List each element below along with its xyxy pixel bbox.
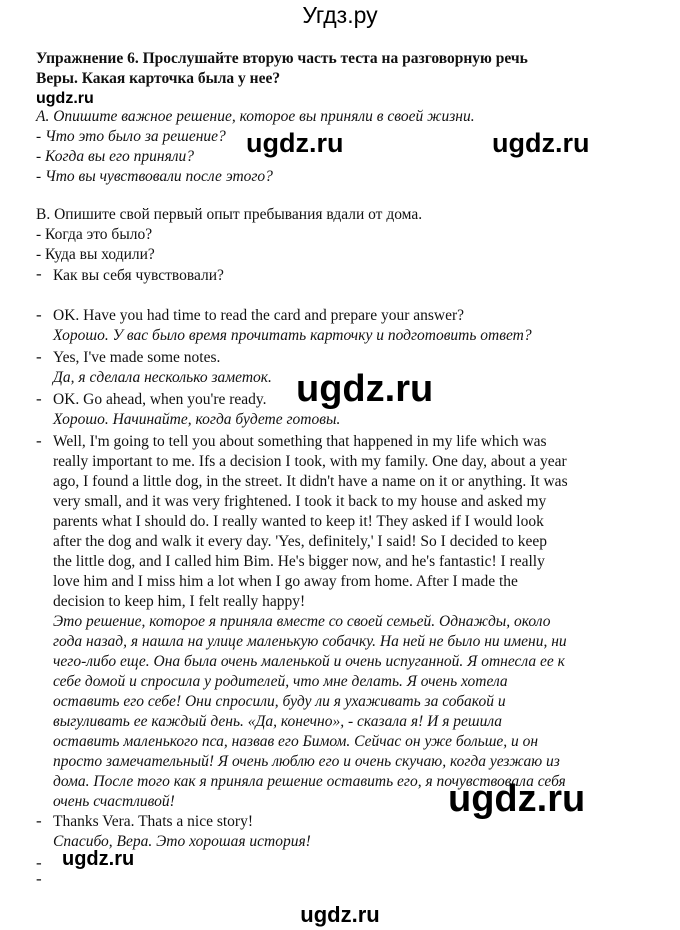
dialogue-ru-line: себе домой и спросила у родителей, что мне делать. Я очень хотела	[53, 673, 508, 690]
watermark-right: ugdz.ru	[492, 128, 590, 158]
dialogue-en-line: Well, I'm going to tell you about something that happened in my life which was	[53, 433, 547, 450]
dialogue-ru-line: Да, я сделала несколько заметок.	[53, 369, 272, 386]
dialogue-ru-line: оставить маленького пса, назвав его Бимом. Сейчас он уже больше, и он	[53, 733, 539, 750]
exercise-heading-line-2: Веры. Какая карточка была у нее?	[36, 70, 281, 87]
watermark-bottom: ugdz.ru	[300, 902, 380, 927]
dialogue-en-line: love him and I miss him a lot when I go away from home. After I made the	[53, 573, 518, 590]
card-a-item: - Когда вы его приняли?	[36, 148, 195, 165]
dialogue-ru-line: чего-либо еще. Она была очень маленькой и очень испуганной. Я отнесла ее к	[53, 653, 565, 670]
watermark-top-left: ugdz.ru	[36, 90, 94, 107]
watermark-center: ugdz.ru	[246, 128, 344, 158]
watermark-lower-left: ugdz.ru	[62, 848, 135, 870]
dialogue-ru-line: Это решение, которое я приняла вместе со своей семьей. Однажды, около	[53, 613, 551, 630]
exercise-heading-line-1: Упражнение 6. Прослушайте вторую часть теста на разговорную речь	[36, 50, 528, 67]
card-a-item: - Что это было за решение?	[36, 128, 226, 145]
card-b-title: В. Опишите свой первый опыт пребывания вдали от дома.	[36, 206, 423, 223]
dialogue-en-line: OK. Go ahead, when you're ready.	[53, 391, 267, 408]
trailing-dash: -	[36, 853, 42, 872]
card-b-item: - Куда вы ходили?	[36, 246, 155, 263]
dash-mark: -	[36, 305, 42, 324]
dialogue-en-line: after the dog and walk it every day. 'Yes, definitely,' I said! So I decided to keep	[53, 533, 547, 550]
card-b-item: - Когда это было?	[36, 226, 153, 243]
dialogue-en-line: OK. Have you had time to read the card and prepare your answer?	[53, 307, 465, 324]
dialogue-en-line: ago, I found a little dog, in the street. It didn't have a name on it or anything. It was	[53, 473, 568, 490]
dash-mark: -	[36, 811, 42, 830]
card-a-item: - Что вы чувствовали после этого?	[36, 168, 273, 185]
dialogue-en-line: decision to keep him, I felt really happy!	[53, 593, 306, 610]
trailing-dash: -	[36, 869, 42, 888]
card-a-title: А. Опишите важное решение, которое вы приняли в своей жизни.	[36, 108, 475, 125]
dialogue-ru-line: года назад, я нашла на улице маленькую собачку. На ней не было ни имени, ни	[53, 633, 567, 650]
site-title: Угдз.ру	[302, 2, 378, 28]
dialogue-ru-line: Спасибо, Вера. Это хорошая история!	[53, 833, 311, 850]
dash-mark: -	[36, 347, 42, 366]
dialogue-ru-line: очень счастливой!	[53, 793, 175, 810]
dialogue-ru-line: просто замечательный! Я очень люблю его и очень скучаю, когда уезжаю из	[53, 753, 560, 770]
dash-mark: -	[36, 389, 42, 408]
dialogue-en-line: Yes, I've made some notes.	[53, 349, 221, 366]
dialogue-en-line: very small, and it was very frightened. I took it back to my house and asked my	[53, 493, 547, 510]
dialogue-ru-line: оставить его себе! Они спросили, буду ли я ухаживать за собакой и	[53, 693, 506, 710]
dialogue-en-line: Thanks Vera. Thats a nice story!	[53, 813, 254, 830]
card-b-last-item: Как вы себя чувствовали?	[53, 267, 224, 284]
watermark-middle: ugdz.ru	[296, 368, 434, 410]
dialogue-ru-line: выгуливать ее каждый день. «Да, конечно», - сказала я! И я решила	[53, 713, 503, 730]
dash-mark: -	[36, 431, 42, 450]
dialogue-ru-line: дома. После того как я приняла решение оставить его, я почувствовала себя	[53, 773, 566, 790]
dialogue-en-line: parents what I should do. I really wanted to keep it! They asked if I would look	[53, 513, 544, 530]
watermark-lower-right: ugdz.ru	[448, 778, 586, 820]
dialogue-ru-line: Хорошо. У вас было время прочитать карточку и подготовить ответ?	[53, 327, 532, 344]
dash-mark: -	[36, 264, 42, 283]
dialogue-en-line: the little dog, and I called him Bim. He's bigger now, and he's fantastic! I really	[53, 553, 545, 570]
dialogue-ru-line: Хорошо. Начинайте, когда будете готовы.	[53, 411, 341, 428]
dialogue-en-line: really important to me. Ifs a decision I took, with my family. One day, about a year	[53, 453, 567, 470]
